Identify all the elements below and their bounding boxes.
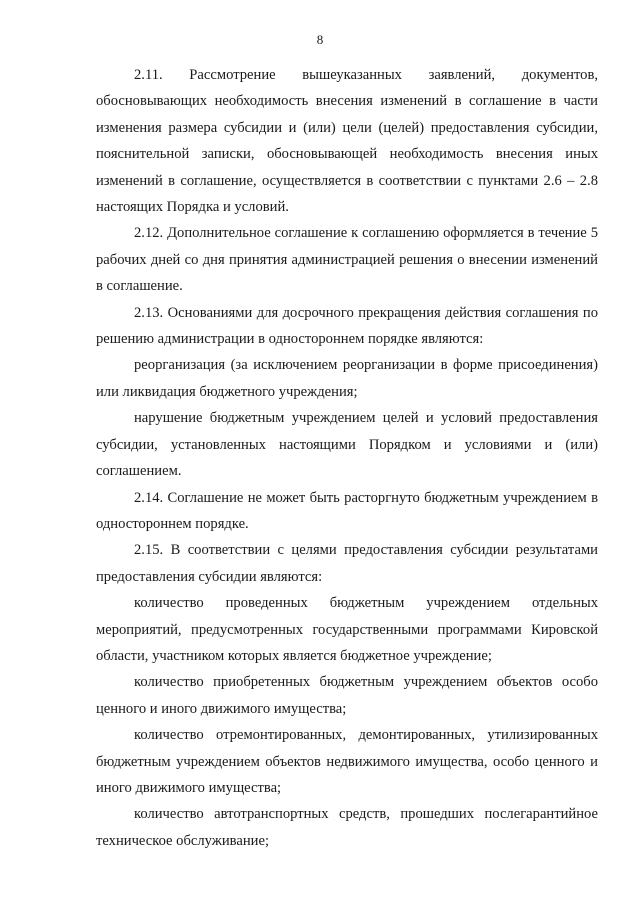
paragraph-2-14: 2.14. Соглашение не может быть расторгнуто бюджетным учреждением в одностороннем порядке.: [96, 489, 598, 532]
paragraph-2-12: 2.12. Дополнительное соглашение к соглашению оформляется в течение 5 рабочих дней со дня принятия администрацией решения о внесении изменений в соглашение.: [96, 225, 598, 295]
paragraph-2-11: 2.11. Рассмотрение вышеуказанных заявлений, документов, обосновывающих необходимость внесения изменений в соглашение в части изменения размера субсидии и (или) цели (целей) предоставления субсидии, пояснительной записки, обосновывающей необходимость внесения иных изменений в соглашение, осуществляется в соответствии с пунктами 2.6 – 2.8 настоящих Порядка и условий.: [96, 67, 598, 216]
list-item-acquired-property: количество приобретенных бюджетным учреждением объектов особо ценного и иного движимого имущества;: [96, 674, 598, 717]
document-body: [96, 62, 598, 854]
list-item-repaired-property: количество отремонтированных, демонтированных, утилизированных бюджетным учреждением объектов недвижимого имущества, особо ценного и иного движимого имущества;: [96, 727, 598, 796]
list-item-reorganization: реорганизация (за исключением реорганизации в форме присоединения) или ликвидация бюджетного учреждения;: [96, 357, 598, 400]
list-item-events-count: количество проведенных бюджетным учреждением отдельных мероприятий, предусмотренных государственными программами Кировской области, участником которых является бюджетное учреждение;: [96, 595, 598, 664]
paragraph-2-15: 2.15. В соответствии с целями предоставления субсидии результатами предоставления субсидии являются:: [96, 542, 598, 585]
page-number: 8: [316, 32, 324, 47]
list-item-violation: нарушение бюджетным учреждением целей и условий предоставления субсидии, установленных настоящими Порядком и условиями и (или) соглашением.: [96, 410, 598, 480]
list-item-vehicles: количество автотранспортных средств, прошедших послегарантийное техническое обслуживание;: [96, 806, 598, 849]
paragraph-2-13: 2.13. Основаниями для досрочного прекращения действия соглашения по решению администрации в одностороннем порядке являются:: [96, 304, 598, 348]
